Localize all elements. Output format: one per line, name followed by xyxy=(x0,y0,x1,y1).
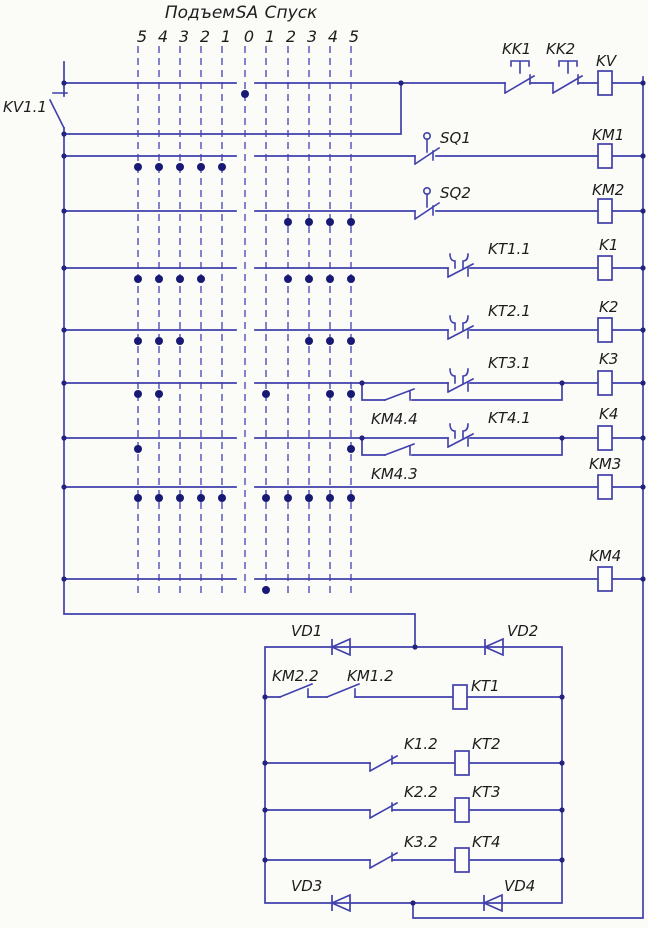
switch-closed-dot xyxy=(305,218,313,226)
junction-node xyxy=(640,576,645,581)
coil-k2 xyxy=(598,318,612,342)
label-k2-2: K2.2 xyxy=(404,783,438,801)
label-kv: KV xyxy=(596,52,617,70)
switch-closed-dot xyxy=(326,494,334,502)
junction-node xyxy=(559,760,564,765)
switch-closed-dot xyxy=(347,494,355,502)
switch-closed-dot xyxy=(155,163,163,171)
contact-k2-2 xyxy=(370,783,438,818)
time-contact-kt1-1 xyxy=(448,240,531,277)
junction-node xyxy=(410,900,415,905)
contact-kv1-1 xyxy=(3,93,67,128)
diode-vd1 xyxy=(291,622,350,655)
junction-node xyxy=(61,576,66,581)
junction-node xyxy=(61,265,66,270)
switch-closed-dot xyxy=(347,390,355,398)
switch-closed-dot xyxy=(197,163,205,171)
rung-kt3 xyxy=(265,783,562,822)
switch-closed-dot xyxy=(155,337,163,345)
switch-closed-dot xyxy=(305,337,313,345)
position-number: 2 xyxy=(199,27,211,46)
switch-closed-dot xyxy=(218,163,226,171)
position-number: 2 xyxy=(285,27,297,46)
rung-k4 xyxy=(64,405,643,483)
diode-vd2 xyxy=(485,622,538,655)
junction-node xyxy=(359,435,364,440)
junction-node xyxy=(262,760,267,765)
switch-closed-dot xyxy=(305,494,313,502)
position-number: 1 xyxy=(220,27,232,46)
junction-node xyxy=(359,380,364,385)
junction-node xyxy=(262,694,267,699)
coil-k4 xyxy=(598,426,612,450)
position-number: 5 xyxy=(348,27,360,46)
junction-node xyxy=(640,484,645,489)
label-km4: KM4 xyxy=(589,547,622,565)
rung-km1 xyxy=(64,126,643,168)
junction-node xyxy=(412,644,417,649)
junction-node xyxy=(640,380,645,385)
switch-closed-dot xyxy=(155,275,163,283)
label-k1-2: K1.2 xyxy=(404,735,438,753)
junction-node xyxy=(640,327,645,332)
junction-node xyxy=(559,380,564,385)
junction-node xyxy=(61,380,66,385)
junction-node xyxy=(61,80,66,85)
junction-node xyxy=(61,208,66,213)
switch-closed-dot xyxy=(134,163,142,171)
switch-closed-dot xyxy=(284,494,292,502)
label-k4: K4 xyxy=(599,405,619,423)
position-number: 4 xyxy=(327,27,339,46)
coil-kv xyxy=(598,71,612,95)
coil-kt3 xyxy=(455,798,469,822)
switch-closed-dot xyxy=(155,494,163,502)
descent-direction-label: Спуск xyxy=(264,3,318,23)
rung-km3 xyxy=(64,455,643,499)
switch-closed-dot xyxy=(134,445,142,453)
diode-vd3 xyxy=(291,877,350,911)
switch-closed-dot xyxy=(326,275,334,283)
switch-position-columns xyxy=(138,46,351,598)
position-number: 4 xyxy=(157,27,169,46)
limit-switch-sq2 xyxy=(415,184,471,219)
limit-switch-sq1 xyxy=(415,129,471,164)
junction-node xyxy=(61,131,66,136)
coil-km3 xyxy=(598,475,612,499)
switch-closed-dot xyxy=(326,218,334,226)
junction-node xyxy=(640,80,645,85)
rung-kt2 xyxy=(265,735,562,775)
junction-node xyxy=(262,857,267,862)
switch-closed-dot xyxy=(134,275,142,283)
rung-k1 xyxy=(64,236,643,280)
diode-vd4 xyxy=(484,877,535,911)
switch-closed-dot xyxy=(326,390,334,398)
switch-closed-dot xyxy=(134,390,142,398)
contact-k1-2 xyxy=(370,735,438,771)
junction-node xyxy=(61,435,66,440)
switch-closed-dot xyxy=(197,494,205,502)
label-km1: KM1 xyxy=(592,126,625,144)
switch-closed-dot xyxy=(241,90,249,98)
junction-node xyxy=(640,208,645,213)
coil-kt2 xyxy=(455,751,469,775)
coil-kt1 xyxy=(453,685,467,709)
timing-network xyxy=(265,622,562,911)
label-vd1: VD1 xyxy=(291,622,323,640)
position-number: 3 xyxy=(306,27,318,46)
label-km4-3: KM4.3 xyxy=(371,465,418,483)
switch-closed-dot xyxy=(284,275,292,283)
coil-kt4 xyxy=(455,848,469,872)
label-km1-2: KM1.2 xyxy=(347,667,394,685)
coil-km2 xyxy=(598,199,612,223)
label-km2-2: KM2.2 xyxy=(272,667,319,685)
bypass-contact-km4-3 xyxy=(362,438,562,483)
switch-closed-dot xyxy=(197,275,205,283)
label-kt4-1: KT4.1 xyxy=(488,409,531,427)
rung-k2 xyxy=(64,298,643,342)
rung-kt1 xyxy=(265,667,562,709)
label-km2: KM2 xyxy=(592,181,625,199)
label-km3: KM3 xyxy=(589,455,622,473)
junction-node xyxy=(640,435,645,440)
rung-kt4 xyxy=(265,833,562,872)
switch-closed-dot xyxy=(262,586,270,594)
label-vd4: VD4 xyxy=(504,877,536,895)
label-vd2: VD2 xyxy=(507,622,539,640)
switch-closed-dot xyxy=(176,337,184,345)
label-kt3: KT3 xyxy=(472,783,501,801)
position-number: 5 xyxy=(136,27,148,46)
bypass-contact-km4-4 xyxy=(362,383,562,428)
lift-direction-label: Подъем xyxy=(164,3,236,23)
position-number: 3 xyxy=(178,27,190,46)
switch-closed-dot xyxy=(262,494,270,502)
selector-switch-label: SA xyxy=(235,3,259,23)
switch-closed-dot xyxy=(134,337,142,345)
contact-km2-2 xyxy=(272,667,319,697)
rung-km2 xyxy=(64,181,643,223)
junction-node xyxy=(640,265,645,270)
position-numbers xyxy=(137,27,359,46)
switch-closed-dot xyxy=(284,218,292,226)
switch-closed-dot xyxy=(176,494,184,502)
label-sq2: SQ2 xyxy=(440,184,471,202)
label-kt1: KT1 xyxy=(471,677,500,695)
switch-closed-dot xyxy=(347,337,355,345)
coil-km4 xyxy=(598,567,612,591)
label-k3-2: K3.2 xyxy=(404,833,438,851)
junction-node xyxy=(559,807,564,812)
rung-k3 xyxy=(64,350,643,428)
time-contact-kt3-1 xyxy=(448,354,531,392)
switch-closed-dot xyxy=(347,445,355,453)
coil-k1 xyxy=(598,256,612,280)
contact-km1-2 xyxy=(327,667,394,697)
switch-closed-dot xyxy=(176,163,184,171)
left-bus xyxy=(3,62,415,647)
label-k3: K3 xyxy=(599,350,619,368)
label-kt4: KT4 xyxy=(472,833,501,851)
label-kt2: KT2 xyxy=(472,735,501,753)
label-kk1: KK1 xyxy=(502,40,532,58)
switch-closed-dot xyxy=(176,275,184,283)
junction-node xyxy=(262,807,267,812)
switch-closed-dot xyxy=(305,275,313,283)
switch-closed-dot xyxy=(262,390,270,398)
junction-node xyxy=(61,153,66,158)
label-kt1-1: KT1.1 xyxy=(488,240,531,258)
junction-node xyxy=(61,484,66,489)
rung-km4 xyxy=(64,547,643,591)
junction-node xyxy=(61,327,66,332)
junction-nodes xyxy=(61,80,645,905)
label-k1: K1 xyxy=(599,236,619,254)
label-vd3: VD3 xyxy=(291,877,323,895)
label-k2: K2 xyxy=(599,298,619,316)
switch-closed-dot xyxy=(134,494,142,502)
junction-node xyxy=(559,694,564,699)
label-sq1: SQ1 xyxy=(440,129,471,147)
junction-node xyxy=(398,80,403,85)
label-kk2: KK2 xyxy=(546,40,576,58)
rung-kv xyxy=(64,40,643,134)
position-number: 1 xyxy=(264,27,276,46)
label-kt2-1: KT2.1 xyxy=(488,302,531,320)
thermal-contact-kk2 xyxy=(546,40,582,93)
switch-closed-dot xyxy=(218,494,226,502)
label-km4-4: KM4.4 xyxy=(371,410,418,428)
label-kv1-1: KV1.1 xyxy=(3,98,47,116)
header xyxy=(137,3,359,46)
position-number-zero: 0 xyxy=(243,27,255,46)
contact-k3-2 xyxy=(370,833,438,868)
time-contact-kt4-1 xyxy=(448,409,531,447)
switch-closed-dot xyxy=(347,218,355,226)
label-kt3-1: KT3.1 xyxy=(488,354,531,372)
junction-node xyxy=(559,857,564,862)
switch-closed-dot xyxy=(347,275,355,283)
coil-k3 xyxy=(598,371,612,395)
junction-node xyxy=(640,153,645,158)
thermal-contact-kk1 xyxy=(502,40,534,93)
junction-node xyxy=(559,435,564,440)
switch-closed-dot xyxy=(326,337,334,345)
time-contact-kt2-1 xyxy=(448,302,531,339)
switch-closed-dot xyxy=(155,390,163,398)
coil-km1 xyxy=(598,144,612,168)
